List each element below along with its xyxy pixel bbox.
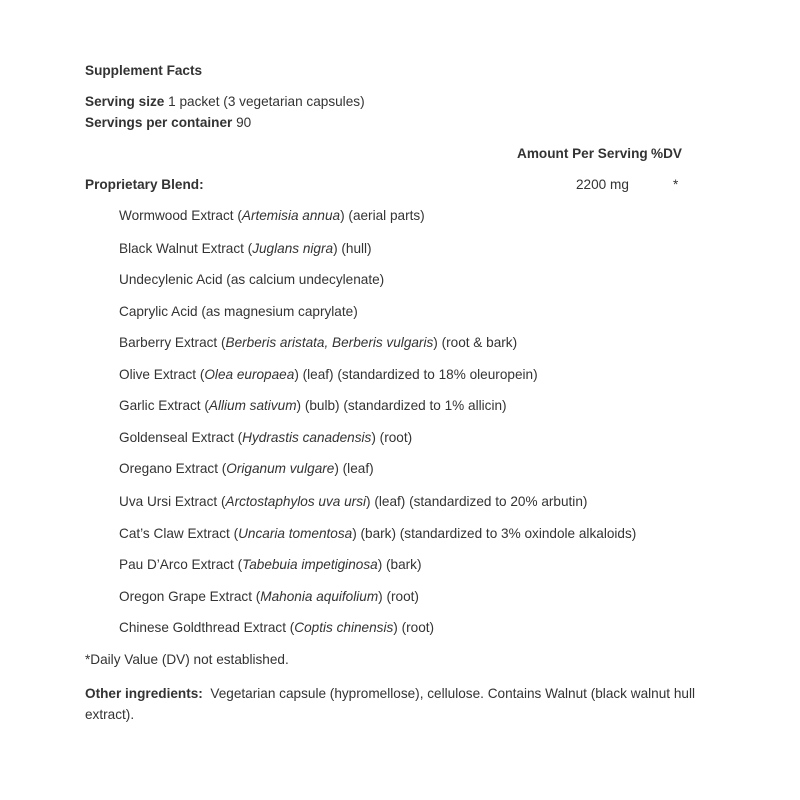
ingredient-name: Garlic Extract ( — [119, 398, 209, 413]
other-ingredients — [85, 683, 725, 725]
ingredient-row — [119, 241, 372, 256]
ingredient-name: Uva Ursi Extract ( — [119, 494, 226, 509]
dv-header: %DV — [651, 146, 682, 161]
ingredient-name: Goldenseal Extract ( — [119, 430, 243, 445]
ingredient-row — [119, 620, 434, 635]
ingredient-latin-name: Juglans nigra — [252, 241, 334, 256]
serving-size-label: Serving size — [85, 94, 165, 109]
ingredient-name: Olive Extract ( — [119, 367, 205, 382]
ingredient-detail: ) (hull) — [333, 241, 372, 256]
ingredient-row — [119, 494, 587, 509]
ingredient-detail: ) (root) — [393, 620, 435, 635]
proprietary-blend-label: Proprietary Blend: — [85, 177, 204, 192]
ingredient-row — [119, 430, 412, 445]
ingredient-name: Cat’s Claw Extract ( — [119, 526, 239, 541]
ingredient-latin-name: Coptis chinensis — [294, 620, 394, 635]
ingredient-latin-name: Berberis aristata, Berberis vulgaris — [225, 335, 434, 350]
ingredient-row — [119, 589, 419, 604]
other-ingredients-text: Vegetarian capsule (hypromellose), cellulose. Contains Walnut (black walnut hull extract). — [85, 686, 695, 722]
ingredient-row — [119, 335, 517, 350]
serving-size-value: 1 packet (3 vegetarian capsules) — [168, 94, 365, 109]
ingredient-latin-name: Allium sativum — [208, 398, 297, 413]
ingredient-detail: ) (root) — [378, 589, 419, 604]
ingredient-name: Oregano Extract ( — [119, 461, 227, 476]
serving-size-row — [85, 94, 365, 109]
ingredient-row — [119, 367, 538, 382]
ingredient-name: Undecylenic Acid (as calcium undecylenate) — [119, 272, 385, 287]
amount-per-serving-header: Amount Per Serving — [517, 146, 648, 161]
page-title: Supplement Facts — [85, 63, 203, 78]
ingredient-detail: ) (leaf) (standardized to 20% arbutin) — [366, 494, 588, 509]
ingredient-row — [119, 398, 507, 413]
ingredient-detail: ) (root & bark) — [433, 335, 518, 350]
ingredient-latin-name: Uncaria tomentosa — [238, 526, 353, 541]
ingredient-row — [119, 461, 374, 476]
ingredient-row — [119, 208, 425, 223]
ingredient-name: Pau D’Arco Extract ( — [119, 557, 243, 572]
ingredient-row — [119, 304, 358, 319]
ingredient-name: Caprylic Acid (as magnesium caprylate) — [119, 304, 358, 319]
ingredient-detail: ) (bark) — [377, 557, 422, 572]
ingredient-detail: ) (aerial parts) — [340, 208, 425, 223]
ingredient-name: Chinese Goldthread Extract ( — [119, 620, 295, 635]
other-ingredients-label: Other ingredients: — [85, 686, 203, 701]
ingredient-detail: ) (leaf) — [334, 461, 374, 476]
proprietary-blend-dv: * — [673, 177, 679, 192]
daily-value-footnote: *Daily Value (DV) not established. — [85, 652, 289, 667]
ingredient-detail: ) (root) — [371, 430, 413, 445]
ingredient-latin-name: Olea europaea — [204, 367, 295, 382]
servings-per-container-label: Servings per container — [85, 115, 233, 130]
ingredient-name: Oregon Grape Extract ( — [119, 589, 261, 604]
ingredient-detail: ) (bark) (standardized to 3% oxindole alkaloids) — [352, 526, 637, 541]
ingredient-latin-name: Origanum vulgare — [226, 461, 335, 476]
ingredient-row — [119, 526, 636, 541]
ingredient-latin-name: Artemisia annua — [241, 208, 341, 223]
proprietary-blend-amount: 2200 mg — [576, 177, 629, 192]
ingredient-latin-name: Arctostaphylos uva ursi — [225, 494, 367, 509]
servings-per-container-row — [85, 115, 251, 130]
ingredient-latin-name: Mahonia aquifolium — [260, 589, 379, 604]
ingredient-latin-name: Tabebuia impetiginosa — [242, 557, 378, 572]
ingredient-name: Black Walnut Extract ( — [119, 241, 253, 256]
ingredient-detail: ) (leaf) (standardized to 18% oleuropein) — [294, 367, 538, 382]
ingredient-latin-name: Hydrastis canadensis — [242, 430, 372, 445]
ingredient-name: Barberry Extract ( — [119, 335, 226, 350]
ingredient-name: Wormwood Extract ( — [119, 208, 242, 223]
ingredient-row — [119, 557, 422, 572]
servings-per-container-value: 90 — [236, 115, 252, 130]
ingredient-row — [119, 272, 384, 287]
ingredient-detail: ) (bulb) (standardized to 1% allicin) — [296, 398, 507, 413]
